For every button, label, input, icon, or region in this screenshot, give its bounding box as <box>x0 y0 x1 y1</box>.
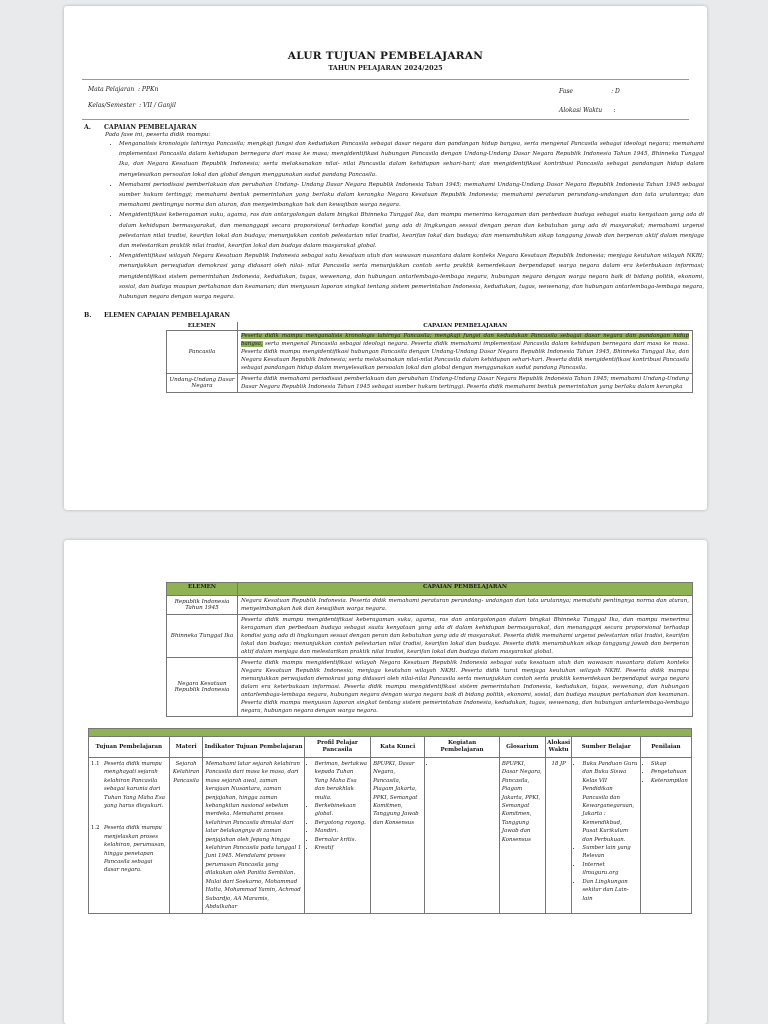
document-page-2 <box>64 540 707 1024</box>
capaian-item: • Memahami periodisasi pemberlakuan dan perubahan Undang- Undang Dasar Negara Republik Indonesia Tahun 1945; memahami Undang-Undang Dasar Negara Republik Indonesia Tahun 1945 sebagai sumber hukum tertinggi; memahami bentuk pemerintahan yang berlaku dalam kerangka Negara Kesatuan Republik Indonesia; memahami peraturan perundang-undangan dan tata urutannya; dan memahami pentingnya norma dan aturan, dan menyeimbangkan hak dan kewajiban warga negara. <box>119 180 704 211</box>
col-sumber-header: Sumber Belajar <box>572 737 640 758</box>
table-header-row <box>89 737 692 758</box>
profil-item: • Beriman, bertakwa kepada Tuhan Yang Maha Esa dan berakhlak mulia. <box>315 760 368 802</box>
col-elemen-header: ELEMEN <box>167 583 238 596</box>
table-row <box>167 374 693 393</box>
section-b-number: B. <box>84 312 92 319</box>
tujuan-text: Peserta didik mampu menjelaskan proses kelahiran, perumusan, hingga penetapan Pancasila sebagai dasar negara. <box>104 825 166 874</box>
indikator-cell: Memahami latar sejarah kelahiran Pancasila dari masa ke masa, dari masa sejarah awal, zaman kerajaan Nusantara, zaman penjajahan, hingga zaman kebangkitan nasional sebelum merdeka. Memahami proses kelahiran Pancasila dimulai dari latar belakangnya di zaman penjajahan oleh Jepang hingga kelahiran Pancasila pada tanggal 1 Juni 1945. Mendalami proses perumusan Pancasila yang dilakukan oleh Panitia Sembilan. Mulai dari Soekarno, Mohammad Hatta, Mohammad Yamin, Achmad Subardjo, AA Maramis, Abdulkahar <box>203 758 304 914</box>
table-row <box>167 615 693 658</box>
elemen-cell: Pancasila <box>167 331 238 374</box>
col-penilaian-header: Penilaian <box>640 737 691 758</box>
section-a-intro: Pada fase ini, peserta didik mampu: <box>105 132 211 138</box>
elemen-capaian-table-continued <box>166 582 693 717</box>
table-row <box>89 758 692 914</box>
elemen-capaian-table <box>166 322 693 393</box>
tujuan-number: 1.2 <box>91 825 100 832</box>
elemen-cell: Negara Kesatuan Republik Indonesia <box>167 658 238 717</box>
table-band-row <box>89 729 692 737</box>
header-rule-top <box>82 79 689 80</box>
profil-item: • Kreatif <box>315 844 368 852</box>
capaian-cell: Peserta didik mampu mengidentifikasi wilayah Negara Kesatuan Republik Indonesia sebagai satu kesatuan utuh dan wawasan nusantara dalam konteks Negara Kesatuan Republik Indonesia; menjaga keutuhan wilayah NKRI. Peserta didik turut menjaga keutuhan wilayah NKRI. Peserta didik mampu menunjukkan perwujudan demokrasi yang didasari oleh nilai-nilai Pancasila serta menunjukkan contoh serta praktik kemerdekaan berpendapat warga negara dalam era keterbukaan informasi. Peserta didik mampu mengidentifikasi sistem pemerintahan Indonesia, kedudukan, tugas, wewenang, dan hubungan antarlembaga-lembaga negara, hubungan negara dengan warga negara baik di bidang politik, ekonomi, sosial, dan budaya maupun pertahanan dan keamanan. Peserta didik mampu menyusun laporan singkat tentang sistem pemerintahan Indonesia, kedudukan, tugas, wewenang, dan hubungan antarlembaga-lembaga negara, hubungan negara dengan warga negara. <box>238 658 693 717</box>
elemen-cell: Undang-Undang Dasar Negara <box>167 374 238 393</box>
col-profil-header: Profil Pelajar Pancasila <box>304 737 370 758</box>
materi-cell: Sejarah Kelahiran Pancasila <box>169 758 203 914</box>
capaian-text: serta mengenal Pancasila sebagai ideologi negara. Peserta didik memahami implementasi Pancasila dalam kehidupan bernegara dari masa ke masa. Peserta didik mampu mengidentifikasi hubungan Pancasila dengan Undang-Undang Dasar Negara Republik Indonesia Tahun 1945, Bhinneka Tunggal Ika, dan Negara Kesatuan Republik Indonesia; serta melaksanakan nilai-nilai Pancasila dalam kehidupan sehari-hari. Peserta didik mengidentifikasi kontribusi Pancasila sebagai pandangan hidup dalam menyelesaikan persoalan lokal dan global dengan menggunakan sudut pandang Pancasila. <box>241 341 689 371</box>
capaian-item: • Mengidentifikasi wilayah Negara Kesatuan Republik Indonesia sebagai satu kesatuan utuh dan wawasan nusantara dalam konteks Negara Kesatuan Republik Indonesia; menjaga keutuhan wilayah NKRI; menunjukkan perwujudan demokrasi yang didasari oleh nilai- nilai Pancasila serta menunjukkan contoh serta praktik kemerdekaan berpendapat warga negara dalam era keterbukaan informasi; mengidentifikasi sistem pemerintahan Indonesia, kedudukan, tugas, wewenang, dan hubungan antarlembaga-lembaga negara, hubungan negara dengan warga negara baik di bidang politik, ekonomi, sosial, dan budaya maupun pertahanan dan keamanan; dan menyusun laporan singkat tentang sistem pemerintahan Indonesia, kedudukan, tugas, wewenang, dan hubungan antarlembaga-lembaga negara, hubungan negara dengan warga negara. <box>119 251 704 302</box>
alokasi-cell: 18 JP <box>545 758 572 914</box>
tujuan-number: 1.1 <box>91 761 100 767</box>
col-capaian-header: CAPAIAN PEMBELAJARAN <box>238 583 693 596</box>
section-b-heading <box>84 312 230 319</box>
capaian-item: • Mengidentifikasi keberagaman suku, agama, ras dan antargolongan dalam bingkai Bhinneka Tunggal Ika, dan mampu menerima keragaman dan perbedaan budaya sebagai suatu kenyataan yang ada di dalam kehidupan bermasyarakat, dan menanggapi secara proporsional terhadap kondisi yang ada di lingkungan sesuai dengan peran dan kebutuhan yang ada di masyarakat; memahami urgensi pelestarian nilai tradisi, kearifan lokal dan budaya; menunjukkan contoh pelestarian nilai tradisi, kearifan lokal dan budaya; dan menumbuhkan sikap tanggung jawab dan berperan aktif dalam menjaga dan melestarikan praktik nilai tradisi, kearifan lokal dan budaya dalam masyarakat global. <box>119 210 704 251</box>
document-page-1 <box>64 6 707 510</box>
table-band <box>89 729 692 737</box>
glosarium-cell: BPUPKI, Dasar Negara, Pancasila, Piagam Jakarta, PPKI, Semangat Komitmen, Tanggung Jawab dan Konsensus <box>499 758 545 914</box>
penilaian-item: • Pengetahuan <box>651 768 689 776</box>
capaian-highlight: Peserta didik mampu menganalisis kronologis lahirnya Pancasila; mengkaji fungsi dan kedudukan Pancasila sebagai dasar negara dan pandangan hidup bangsa, <box>241 333 689 347</box>
tujuan-cell <box>89 758 170 914</box>
fase-field: Fase : D <box>559 88 620 95</box>
profil-item: • Bernalar kritis. <box>315 836 368 844</box>
capaian-cell: Peserta didik memahami periodisasi pemberlakuan dan perubahan Undang-Undang Dasar Negara Republik Indonesia Tahun 1945; memahami Undang-Undang Dasar Negara Republik Indonesia Tahun 1945 sebagai sumber hukum tertinggi. Peserta didik memahami bentuk pemerintahan yang berlaku dalam kerangka <box>238 374 693 393</box>
col-materi-header: Materi <box>169 737 203 758</box>
capaian-cell: Peserta didik mampu mengidentifikasi keberagaman suku, agama, ras dan antargolongan dalam bingkai Bhinneka Tunggal Ika, dan mampu menerima keragaman dan perbedaan budaya sebagai suatu kenyataan yang ada di dalam kehidupan bermasyarakat, dan menanggapi secara proporsional terhadap kondisi yang ada di lingkungan sesuai dengan peran dan kebutuhan yang ada di masyarakat. Peserta didik memahami urgensi pelestarian nilai tradisi, kearifan lokal dan budaya; menunjukkan contoh pelestarian nilai tradisi, kearifan lokal dan budaya. Peserta didik menumbuhkan sikap tanggung jawab dan berperan aktif dalam menjaga dan melestarikan praktik nilai tradisi, kearifan lokal dan budaya dalam masyarakat global. <box>238 615 693 658</box>
col-indikator-header: Indikator Tujuan Pembelajaran <box>203 737 304 758</box>
col-tujuan-header: Tujuan Pembelajaran <box>89 737 170 758</box>
capaian-cell: Negara Kesatuan Republik Indonesia. Peserta didik memahami peraturan perundang- undangan dan tata urutannya; mematuhi pentingnya norma dan aturan, menyeimbangkan hak dan kewajiban warga negara. <box>238 596 693 615</box>
profil-item: • Berkebinekaan global. <box>315 802 368 819</box>
tujuan-item <box>91 824 167 874</box>
kelas-semester-field: Kelas/Semester : VII / Ganjil <box>88 102 176 109</box>
kegiatan-item <box>435 760 497 768</box>
alur-tujuan-table <box>88 728 692 914</box>
kegiatan-cell <box>425 758 500 914</box>
kata-kunci-cell: BPUPKI, Dasar Negara, Pancasila, Piagam Jakarta, PPKI, Semangat Komitmen, Tanggung Jawab dan Konsensus <box>371 758 425 914</box>
table-header-row <box>167 583 693 596</box>
profil-cell <box>304 758 370 914</box>
section-a-number: A. <box>84 124 91 131</box>
capaian-item: • Menganalisis kronologis lahirnya Pancasila; mengkaji fungsi dan kedudukan Pancasila sebagai dasar negara dan pandangan hidup bangsa, serta mengenal Pancasila sebagai ideologi negara; memahami implementasi Pancasila dalam kehidupan bernegara dari masa ke masa; mengidentifikasi hubungan Pancasila dengan Undang-Undang Dasar Negara Republik Indonesia Tahun 1945, Bhinneka Tunggal Ika, dan Negara Kesatuan Republik Indonesia; serta melaksanakan nilai- nilai Pancasila dalam kehidupan sehari-hari; dan mengidentifikasi kontribusi Pancasila sebagai pandangan hidup dalam menyelesaikan persoalan lokal dan global dengan menggunakan sudut pandang Pancasila. <box>119 139 704 180</box>
penilaian-cell <box>640 758 691 914</box>
sumber-cell <box>572 758 640 914</box>
elemen-cell: Bhinneka Tunggal Ika <box>167 615 238 658</box>
mata-pelajaran-field: Mata Pelajaran : PPKn <box>88 86 159 93</box>
col-alokasi-header: Alokasi Waktu <box>545 737 572 758</box>
table-row <box>167 331 693 374</box>
document-subtitle: TAHUN PELAJARAN 2024/2025 <box>328 64 443 72</box>
capaian-cell <box>238 331 693 374</box>
capaian-list <box>105 139 704 302</box>
tujuan-item <box>91 760 167 810</box>
penilaian-item: • Sikap <box>651 760 689 768</box>
sumber-item: • Internet ilmuguru.org <box>582 861 637 878</box>
section-b-title: ELEMEN CAPAIAN PEMBELAJARAN <box>104 312 231 319</box>
col-glosarium-header: Glosarium <box>499 737 545 758</box>
document-title: ALUR TUJUAN PEMBELAJARAN <box>287 50 484 62</box>
sumber-item: • Sumber lain yang Relevan <box>582 844 637 861</box>
sumber-item: • Dan Lingkungan sekitar dan Lain-lain <box>582 878 637 903</box>
col-kegiatan-header: Kegiatan Pembelajaran <box>425 737 500 758</box>
sumber-item: • Buku Panduan Guru dan Buku Siswa Kelas VII Pendidikan Pancasila dan Kewarganegaraan, Jakarta : Kemendikbud, Pusat Kurikulum dan Perbukuan. <box>582 760 637 844</box>
col-capaian-header: CAPAIAN PEMBELAJARAN <box>238 322 693 331</box>
table-row <box>167 658 693 717</box>
table-row <box>167 596 693 615</box>
profil-item: • Mandiri. <box>315 827 368 835</box>
alokasi-waktu-field: Alokasi Waktu : <box>559 107 616 114</box>
elemen-cell: Republik Indonesia Tahun 1945 <box>167 596 238 615</box>
header-rule-bottom <box>82 119 689 120</box>
section-a-title: CAPAIAN PEMBELAJARAN <box>104 124 197 131</box>
col-elemen-header: ELEMEN <box>167 322 238 331</box>
table-header-row <box>167 322 693 331</box>
col-kata-kunci-header: Kata Kunci <box>371 737 425 758</box>
section-a-heading <box>84 124 197 131</box>
tujuan-text: Peserta didik mampu menghayati sejarah kelahiran Pancasila sebagai karunia dari Tuhan Yang Maha Esa yang harus disyukuri. <box>104 761 165 810</box>
profil-item: • Bergotong royong. <box>315 819 368 827</box>
penilaian-item: • Keterampilan <box>651 777 689 785</box>
